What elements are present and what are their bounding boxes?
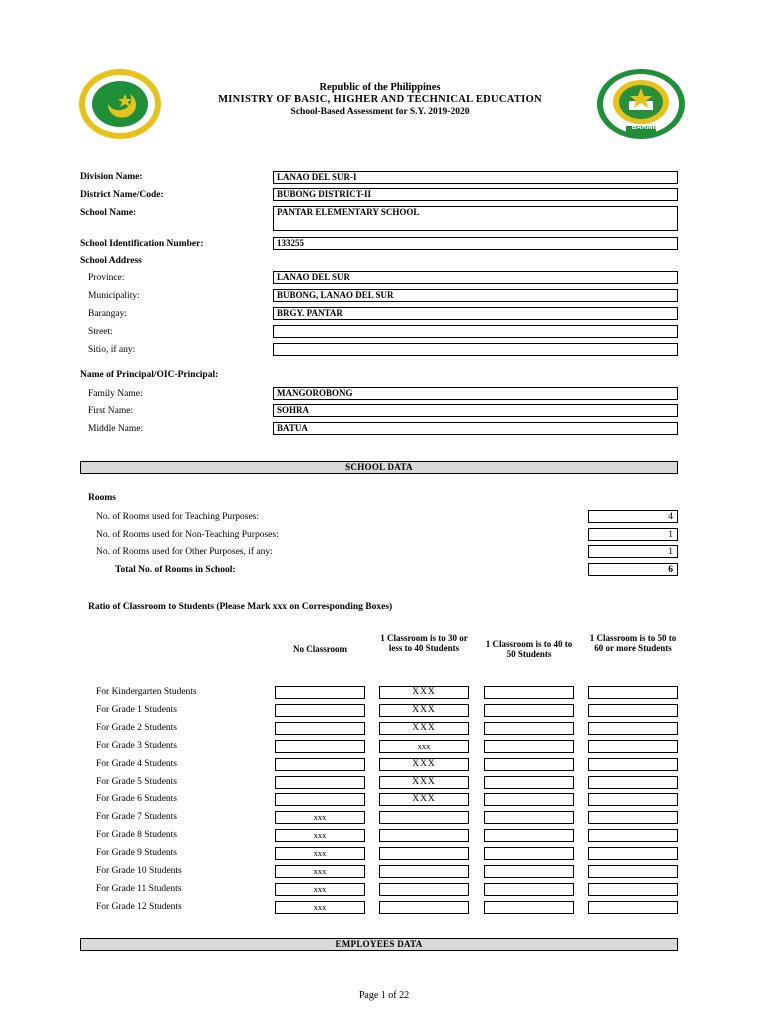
ratio-cell[interactable]: xxx: [275, 829, 365, 842]
ratio-cell[interactable]: [588, 776, 678, 789]
ratio-cell[interactable]: [275, 740, 365, 753]
header-republic: Republic of the Philippines: [319, 82, 441, 93]
ratio-cell[interactable]: XXX: [379, 758, 469, 771]
ratio-cell[interactable]: [275, 686, 365, 699]
middle-name-field[interactable]: BATUA: [273, 422, 678, 435]
ratio-row-label: For Grade 9 Students: [96, 848, 178, 859]
ratio-cell[interactable]: [588, 829, 678, 842]
ratio-cell[interactable]: [588, 793, 678, 806]
ratio-cell[interactable]: [379, 847, 469, 860]
ratio-cell[interactable]: [588, 686, 678, 699]
ratio-row-label: For Grade 12 Students: [96, 901, 182, 912]
division-field[interactable]: LANAO DEL SUR-I: [273, 171, 678, 184]
rooms-other-field[interactable]: 1: [588, 545, 678, 558]
ratio-cell[interactable]: [484, 793, 574, 806]
district-field[interactable]: BUBONG DISTRICT-II: [273, 188, 678, 201]
street-label: Street:: [88, 327, 113, 337]
ratio-cell[interactable]: xxx: [379, 740, 469, 753]
ratio-cell[interactable]: [588, 811, 678, 824]
rooms-non-teaching-field[interactable]: 1: [588, 528, 678, 541]
ratio-cell[interactable]: [588, 883, 678, 896]
ratio-cell[interactable]: [379, 883, 469, 896]
rooms-non-teaching-label: No. of Rooms used for Non-Teaching Purposes:: [96, 530, 279, 540]
municipality-label: Municipality:: [88, 291, 140, 301]
first-name-field[interactable]: SOHRA: [273, 404, 678, 417]
barmm-logo-text: BARMM: [631, 124, 659, 131]
ratio-cell[interactable]: [484, 740, 574, 753]
ratio-cell[interactable]: xxx: [275, 847, 365, 860]
ratio-cell[interactable]: [588, 704, 678, 717]
ratio-cell[interactable]: XXX: [379, 686, 469, 699]
rooms-teaching-label: No. of Rooms used for Teaching Purposes:: [96, 512, 260, 522]
school-id-label: School Identification Number:: [80, 239, 204, 249]
ratio-cell[interactable]: [484, 704, 574, 717]
ratio-cell[interactable]: [588, 865, 678, 878]
school-data-band: SCHOOL DATA: [80, 461, 678, 474]
rooms-label: Rooms: [88, 493, 116, 503]
ratio-cell[interactable]: [275, 704, 365, 717]
first-name-label: First Name:: [88, 406, 134, 416]
ratio-cell[interactable]: XXX: [379, 793, 469, 806]
ratio-cell[interactable]: XXX: [379, 776, 469, 789]
barangay-label: Barangay:: [88, 309, 128, 319]
ratio-cell[interactable]: [484, 865, 574, 878]
header-ministry: MINISTRY OF BASIC, HIGHER AND TECHNICAL EDUCATION: [218, 94, 542, 105]
rooms-teaching-field[interactable]: 4: [588, 510, 678, 523]
sitio-label: Sitio, if any:: [88, 345, 136, 355]
barangay-field[interactable]: BRGY. PANTAR: [273, 307, 678, 320]
col-head-50-60: 1 Classroom is to 50 to 60 or more Students: [589, 633, 677, 653]
district-label: District Name/Code:: [80, 190, 164, 200]
street-field[interactable]: [273, 325, 678, 338]
ratio-cell[interactable]: [484, 883, 574, 896]
principal-section-label: Name of Principal/OIC-Principal:: [80, 370, 219, 380]
ratio-row-label: For Grade 4 Students: [96, 758, 178, 769]
family-name-field[interactable]: MANGOROBONG: [273, 387, 678, 400]
ratio-cell[interactable]: [379, 865, 469, 878]
rooms-total-field[interactable]: 6: [588, 563, 678, 576]
ratio-cell[interactable]: [588, 740, 678, 753]
col-head-40-50: 1 Classroom is to 40 to 50 Students: [485, 639, 573, 659]
rooms-other-label: No. of Rooms used for Other Purposes, if any:: [96, 547, 273, 557]
ratio-cell[interactable]: [484, 758, 574, 771]
province-field[interactable]: LANAO DEL SUR: [273, 271, 678, 284]
ratio-cell[interactable]: [275, 776, 365, 789]
ratio-cell[interactable]: [379, 811, 469, 824]
province-label: Province:: [88, 273, 125, 283]
ratio-cell[interactable]: xxx: [275, 811, 365, 824]
ratio-cell[interactable]: XXX: [379, 704, 469, 717]
ratio-cell[interactable]: [379, 829, 469, 842]
ratio-cell[interactable]: [484, 811, 574, 824]
ratio-row-label: For Grade 5 Students: [96, 776, 178, 787]
ratio-title: Ratio of Classroom to Students (Please Mark xxx on Corresponding Boxes): [88, 602, 393, 612]
col-head-no-classroom: No Classroom: [292, 644, 348, 654]
ratio-cell[interactable]: [275, 758, 365, 771]
ratio-cell[interactable]: [484, 722, 574, 735]
ratio-cell[interactable]: [484, 901, 574, 914]
ratio-cell[interactable]: [588, 847, 678, 860]
ratio-row-label: For Grade 10 Students: [96, 866, 182, 876]
ratio-cell[interactable]: [588, 722, 678, 735]
ratio-cell[interactable]: [484, 686, 574, 699]
col-head-30-40: 1 Classroom is to 30 or less to 40 Students: [380, 633, 468, 653]
middle-name-label: Middle Name:: [88, 424, 144, 434]
ratio-row-label: For Grade 11 Students: [96, 883, 182, 894]
school-name-field[interactable]: PANTAR ELEMENTARY SCHOOL: [273, 206, 678, 231]
ratio-row-label: For Grade 6 Students: [96, 794, 178, 805]
ratio-row-label: For Kindergarten Students: [96, 687, 197, 697]
school-address-label: School Address: [80, 256, 142, 266]
school-name-label: School Name:: [80, 208, 137, 218]
school-id-field[interactable]: 133255: [273, 237, 678, 250]
ratio-row-label: For Grade 8 Students: [96, 830, 178, 841]
ratio-cell[interactable]: [275, 793, 365, 806]
ratio-cell[interactable]: [484, 829, 574, 842]
rooms-total-label: Total No. of Rooms in School:: [115, 565, 236, 575]
sitio-field[interactable]: [273, 343, 678, 356]
municipality-field[interactable]: BUBONG, LANAO DEL SUR: [273, 289, 678, 302]
family-name-label: Family Name:: [88, 389, 143, 399]
page-number: Page 1 of 22: [358, 990, 410, 1001]
ratio-cell[interactable]: xxx: [275, 883, 365, 896]
ratio-cell[interactable]: XXX: [379, 722, 469, 735]
ratio-cell[interactable]: xxx: [275, 901, 365, 914]
employees-data-band: EMPLOYEES DATA: [80, 938, 678, 951]
header-assessment: School-Based Assessment for S.Y. 2019-2020: [290, 107, 470, 117]
ratio-cell[interactable]: [379, 901, 469, 914]
ratio-row-label: For Grade 2 Students: [96, 722, 178, 733]
ratio-row-label: For Grade 1 Students: [96, 704, 178, 715]
ratio-cell[interactable]: xxx: [275, 865, 365, 878]
ratio-cell[interactable]: [588, 758, 678, 771]
ratio-row-label: For Grade 7 Students: [96, 812, 178, 823]
ratio-cell[interactable]: [588, 901, 678, 914]
ratio-cell[interactable]: [275, 722, 365, 735]
ratio-cell[interactable]: [484, 776, 574, 789]
ratio-row-label: For Grade 3 Students: [96, 740, 178, 751]
ratio-cell[interactable]: [484, 847, 574, 860]
division-label: Division Name:: [80, 172, 143, 182]
